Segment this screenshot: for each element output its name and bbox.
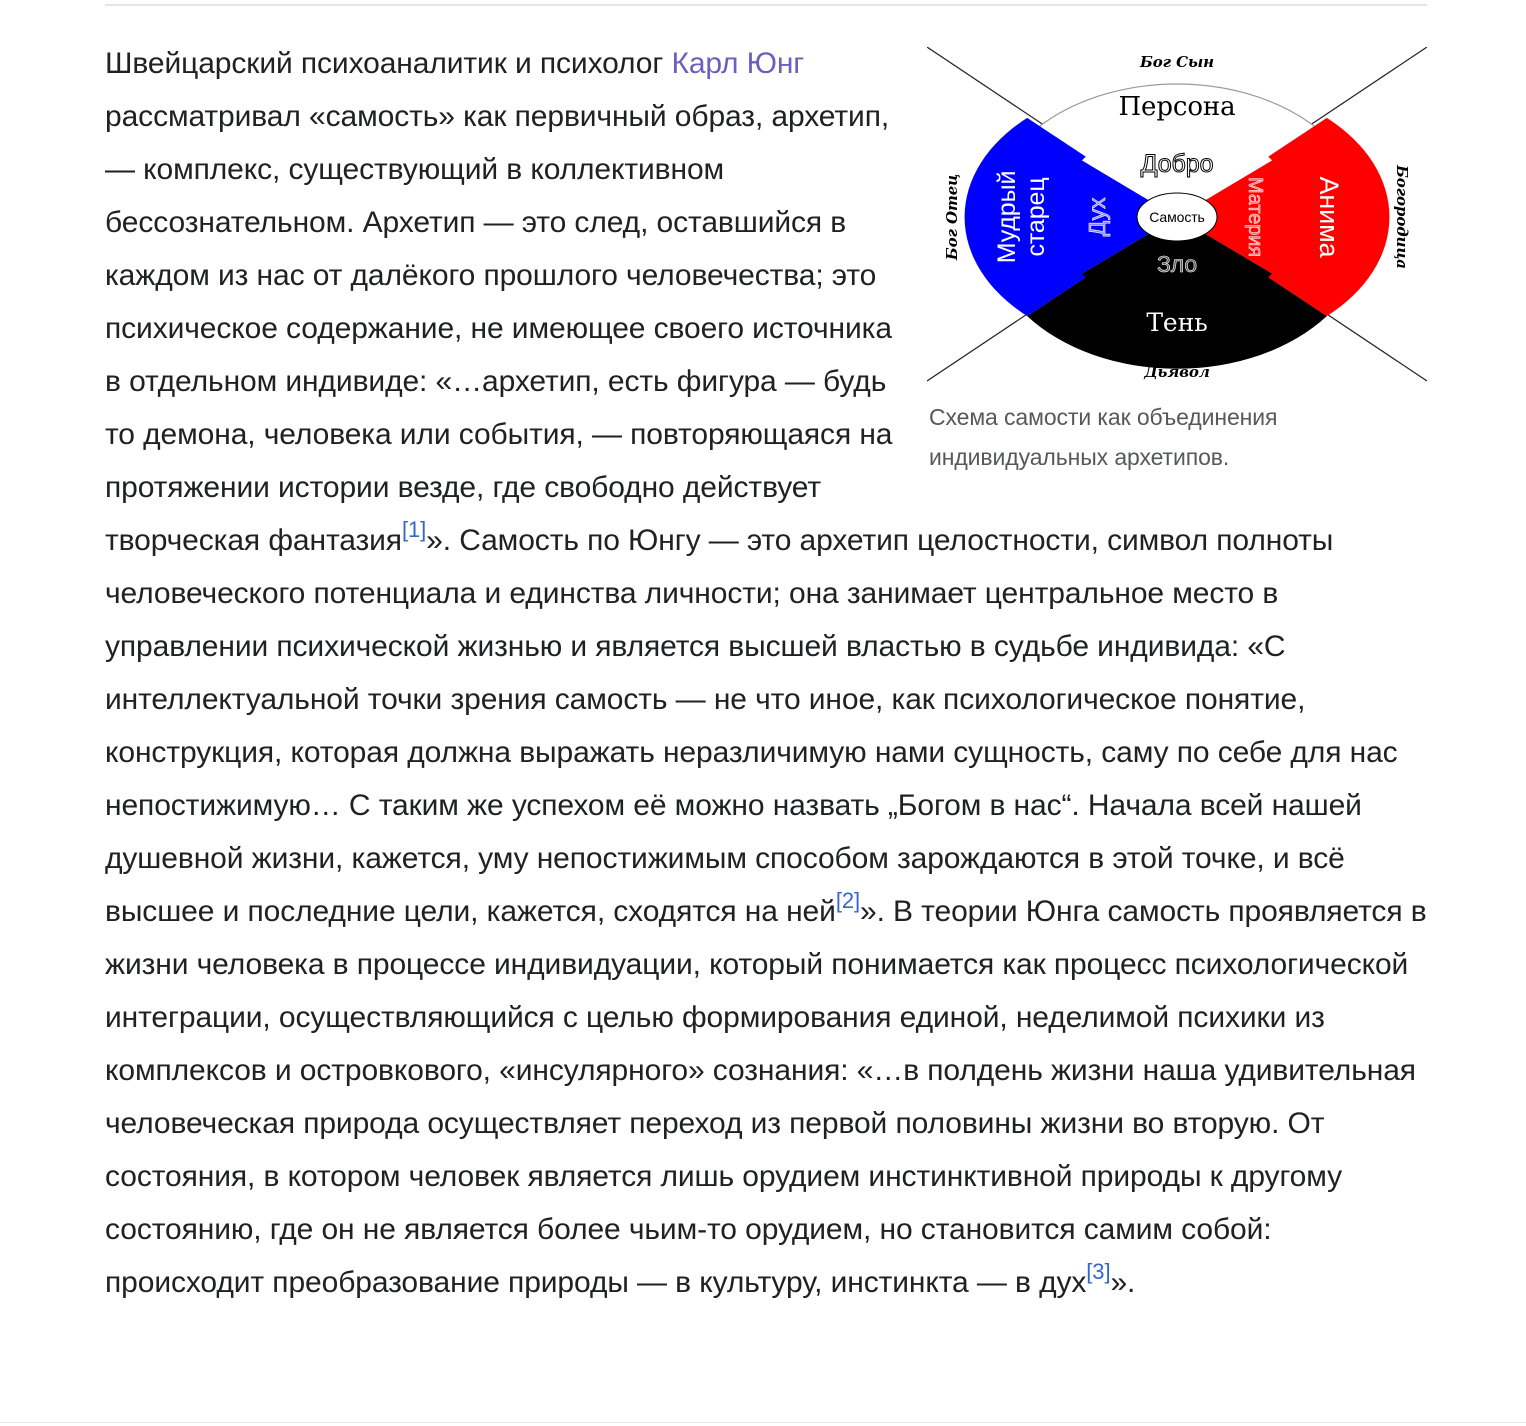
article-body bbox=[105, 37, 1427, 1309]
footnote-ref-1[interactable]: [1] bbox=[401, 517, 427, 542]
label-devil: Дьявол bbox=[1144, 363, 1210, 381]
label-matter: Материя bbox=[1244, 176, 1266, 258]
label-mother-of-god: Богородица bbox=[1393, 165, 1411, 269]
paragraph-text-2: рассматривал «самость» как первичный образ, архетип, — комплекс, существующий в коллективном бессознательном. Архетип — это след, оставшийся в каждом из нас от далёкого прошлого человечества; это психическое содержание, не имеющее своего источника в отдельном индивиде: «…архетип, есть фигура — будь то демона, человека или события, — повторяющаяся на протяжении истории везде, где свободно действует творческая фантазия bbox=[105, 100, 893, 557]
top-divider bbox=[105, 4, 1427, 6]
label-god-father: Бог Отец bbox=[943, 173, 961, 261]
paragraph-text-3: ». Самость по Юнгу — это архетип целостности, символ полноты человеческого потенциала и единства личности; она занимает центральное место в управлении психической жизнью и является высшей властью в судьбе индивида: «С интеллектуальной точки зрения самость — не что иное, как психологическое понятие, конструкция, которая должна выражать неразличимую нами сущность, саму по себе для нас непостижимую… С таким же успехом её можно назвать „Богом в нас“. Начала всей нашей душевной жизни, кажется, уму непостижимым способом зарождаются в этой точке, и всё высшее и последние цели, кажется, сходятся на ней bbox=[105, 524, 1398, 928]
label-good: Добро bbox=[1140, 150, 1214, 178]
label-persona: Персона bbox=[1118, 92, 1236, 122]
label-self: Самость bbox=[1149, 209, 1205, 225]
link-carl-jung[interactable]: Карл Юнг bbox=[671, 47, 805, 80]
label-wise-old-man-2: старец bbox=[1022, 177, 1050, 257]
label-spirit: Дух bbox=[1084, 197, 1110, 237]
label-god-son: Бог Сын bbox=[1140, 53, 1214, 71]
paragraph-text-5: ». bbox=[1110, 1266, 1136, 1299]
label-anima: Анима bbox=[1314, 176, 1344, 258]
footnote-ref-2[interactable]: [2] bbox=[835, 888, 860, 913]
self-diagram-figure bbox=[927, 47, 1427, 477]
bottom-divider bbox=[0, 1422, 1526, 1423]
footnote-ref-3[interactable]: [3] bbox=[1086, 1259, 1111, 1284]
self-archetype-diagram[interactable] bbox=[927, 47, 1427, 389]
paragraph-text-1: Швейцарский психоаналитик и психолог bbox=[105, 47, 672, 80]
label-evil: Зло bbox=[1156, 251, 1198, 277]
label-wise-old-man-1: Мудрый bbox=[993, 170, 1021, 264]
label-shadow: Тень bbox=[1146, 308, 1208, 337]
paragraph-text-4: ». В теории Юнга самость проявляется в жизни человека в процессе индивидуации, который понимается как процесс психологической интеграции, осуществляющийся с целью формирования единой, неделимой психики из комплексов и островкового, «инсулярного» сознания: «…в полдень жизни наша удивительная человеческая природа осуществляет переход из первой половины жизни во вторую. От состояния, в котором человек является лишь орудием инстинктивной природы к другому состоянию, где он не является более чьим-то орудием, но становится самим собой: происходит преобразование природы — в культуру, инстинкта — в дух bbox=[105, 895, 1427, 1299]
figure-caption: Схема самости как объединения индивидуальных архетипов. bbox=[929, 404, 1278, 470]
